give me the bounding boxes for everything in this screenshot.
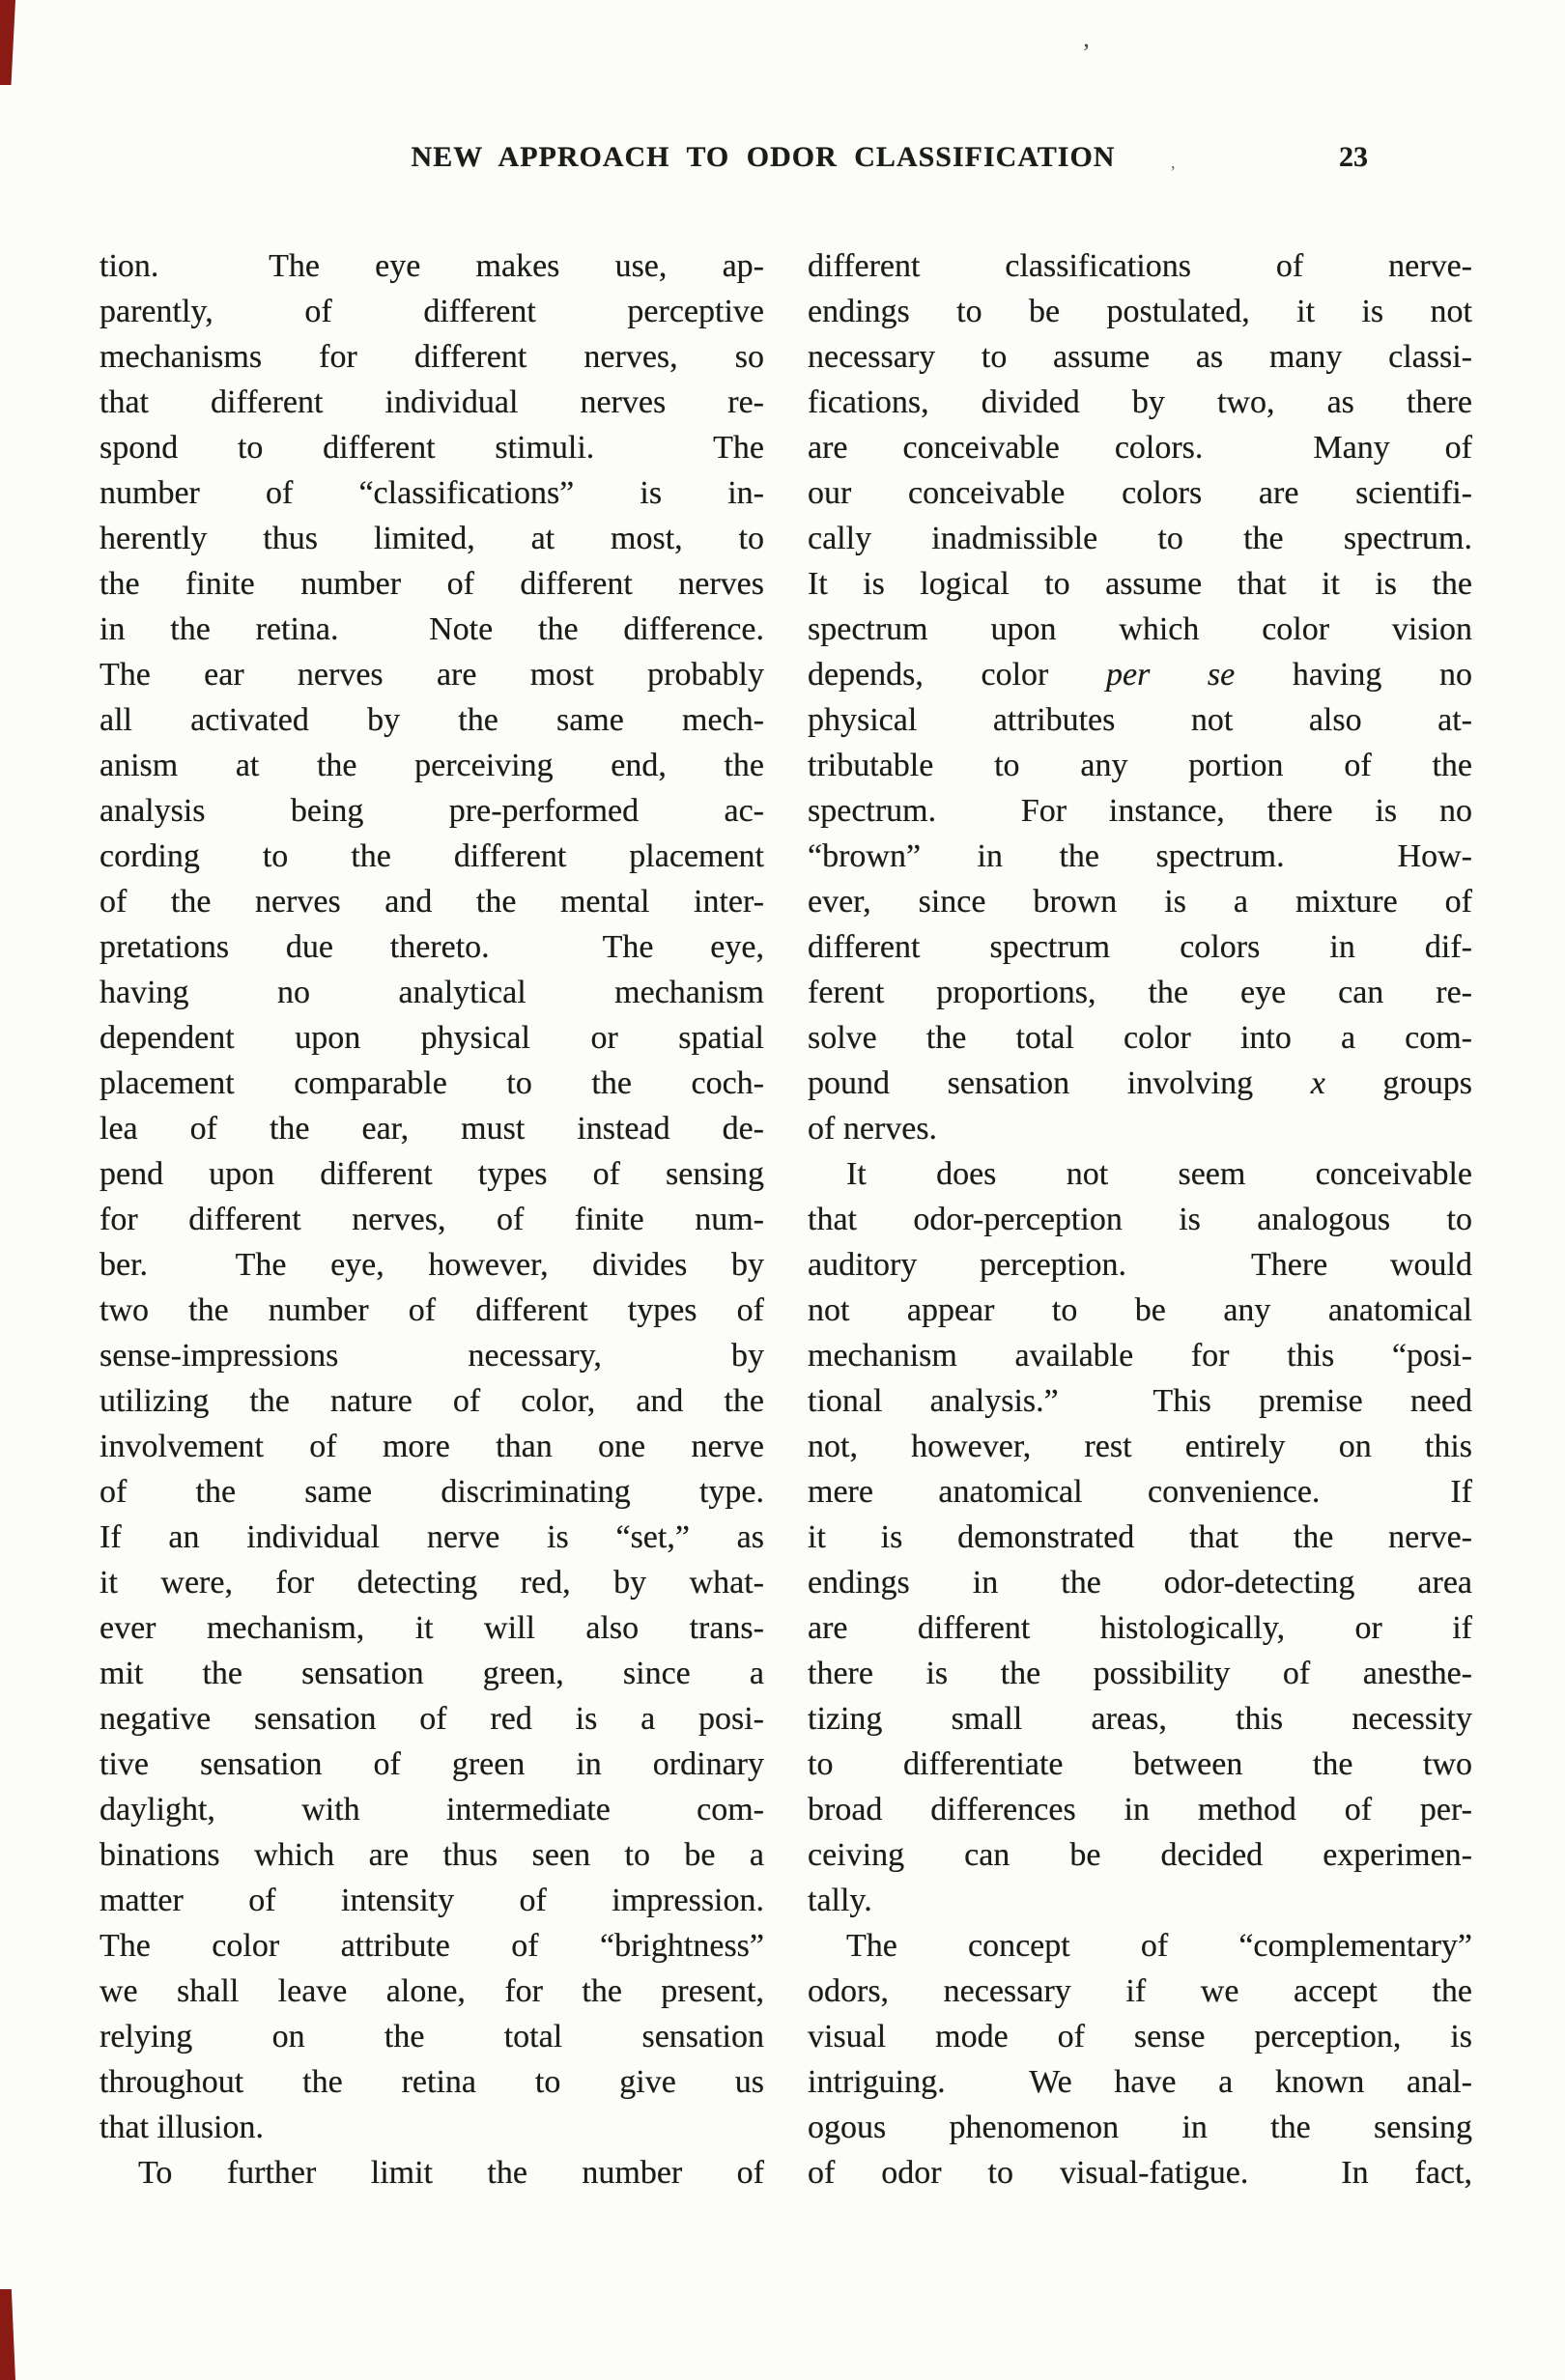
- text-line: our conceivable colors are scientifi-: [808, 475, 1472, 511]
- text-line: of nerves.: [808, 1111, 938, 1147]
- text-line: relying on the total sensation: [100, 2019, 764, 2054]
- column-right: [808, 243, 1472, 2196]
- text-line: that odor-perception is analogous to: [808, 1202, 1472, 1237]
- text-line: ceiving can be decided experimen-: [808, 1837, 1472, 1873]
- text-line: sense-impressions necessary, by: [100, 1338, 764, 1374]
- text-line: throughout the retina to give us: [100, 2064, 764, 2100]
- text-line: endings to be postulated, it is not: [808, 294, 1472, 329]
- scan-speck-apostrophe: ’: [1082, 39, 1091, 67]
- text-line: physical attributes not also at-: [808, 702, 1472, 738]
- text-line: anism at the perceiving end, the: [100, 748, 764, 783]
- text-line: endings in the odor-detecting area: [808, 1565, 1472, 1601]
- text-line: solve the total color into a com-: [808, 1020, 1472, 1056]
- text-line: there is the possibility of anesthe-: [808, 1656, 1472, 1691]
- text-line: involvement of more than one nerve: [100, 1429, 764, 1464]
- text-line: it is demonstrated that the nerve-: [808, 1519, 1472, 1555]
- text-line: in the retina. Note the difference.: [100, 611, 764, 647]
- scan-edge-mark-bottom: [0, 2289, 15, 2380]
- text-line: broad differences in method of per-: [808, 1792, 1472, 1828]
- text-line: that different individual nerves re-: [100, 384, 764, 420]
- text-line: mere anatomical convenience. If: [808, 1474, 1472, 1510]
- text-line: of odor to visual-fatigue. In fact,: [808, 2155, 1472, 2191]
- text-line: for different nerves, of finite num-: [100, 1202, 764, 1237]
- text-line: If an individual nerve is “set,” as: [100, 1519, 764, 1555]
- text-line: it were, for detecting red, by what-: [100, 1565, 764, 1601]
- text-line: negative sensation of red is a posi-: [100, 1701, 764, 1737]
- text-line: tally.: [808, 1883, 872, 1918]
- text-line: not, however, rest entirely on this: [808, 1429, 1472, 1464]
- text-line: of the nerves and the mental inter-: [100, 884, 764, 920]
- text-line: The ear nerves are most probably: [100, 657, 764, 693]
- text-line: dependent upon physical or spatial: [100, 1020, 764, 1056]
- text-line: different classifications of nerve-: [808, 248, 1472, 284]
- text-line: number of “classifications” is in-: [100, 475, 764, 511]
- text-line: ferent proportions, the eye can re-: [808, 975, 1472, 1010]
- text-line: ber. The eye, however, divides by: [100, 1247, 764, 1283]
- text-line: tizing small areas, this necessity: [808, 1701, 1472, 1737]
- text-line: intriguing. We have a known anal-: [808, 2064, 1472, 2100]
- text-line: herently thus limited, at most, to: [100, 521, 764, 556]
- text-line: It is logical to assume that it is the: [808, 566, 1472, 602]
- text-line: different spectrum colors in dif-: [808, 929, 1472, 965]
- text-line: depends, color per se having no: [808, 657, 1472, 693]
- text-line: that illusion.: [100, 2110, 264, 2145]
- text-line: utilizing the nature of color, and the: [100, 1383, 764, 1419]
- text-line: we shall leave alone, for the present,: [100, 1973, 764, 2009]
- text-line: necessary to assume as many classi-: [808, 339, 1472, 375]
- text-line: placement comparable to the coch-: [100, 1065, 764, 1101]
- text-line: odors, necessary if we accept the: [808, 1973, 1472, 2009]
- text-line: ogous phenomenon in the sensing: [808, 2110, 1472, 2145]
- text-line: binations which are thus seen to be a: [100, 1837, 764, 1873]
- text-line: are different histologically, or if: [808, 1610, 1472, 1646]
- text-line: The color attribute of “brightness”: [100, 1928, 764, 1964]
- text-line: It does not seem conceivable: [846, 1156, 1472, 1192]
- text-line: pend upon different types of sensing: [100, 1156, 764, 1192]
- text-line: not appear to be any anatomical: [808, 1292, 1472, 1328]
- text-line: “brown” in the spectrum. How-: [808, 838, 1472, 874]
- text-line: lea of the ear, must instead de-: [100, 1111, 764, 1147]
- text-line: cording to the different placement: [100, 838, 764, 874]
- text-line: of the same discriminating type.: [100, 1474, 764, 1510]
- text-line: analysis being pre-performed ac-: [100, 793, 764, 829]
- text-line: visual mode of sense perception, is: [808, 2019, 1472, 2054]
- text-line: ever mechanism, it will also trans-: [100, 1610, 764, 1646]
- text-line: to differentiate between the two: [808, 1746, 1472, 1782]
- text-line: matter of intensity of impression.: [100, 1883, 764, 1918]
- text-line: ever, since brown is a mixture of: [808, 884, 1472, 920]
- text-line: The concept of “complementary”: [846, 1928, 1472, 1964]
- text-line: spectrum. For instance, there is no: [808, 793, 1472, 829]
- text-line: mit the sensation green, since a: [100, 1656, 764, 1691]
- text-line: daylight, with intermediate com-: [100, 1792, 764, 1828]
- text-line: tributable to any portion of the: [808, 748, 1472, 783]
- text-line: the finite number of different nerves: [100, 566, 764, 602]
- text-line: tion. The eye makes use, ap-: [100, 248, 764, 284]
- text-line: are conceivable colors. Many of: [808, 430, 1472, 466]
- text-line: pound sensation involving x groups: [808, 1065, 1472, 1101]
- text-line: mechanisms for different nerves, so: [100, 339, 764, 375]
- text-line: To further limit the number of: [138, 2155, 764, 2191]
- text-line: parently, of different perceptive: [100, 294, 764, 329]
- page-number: 23: [1339, 141, 1368, 173]
- text-line: spectrum upon which color vision: [808, 611, 1472, 647]
- text-line: two the number of different types of: [100, 1292, 764, 1328]
- scan-speck-comma: ,: [1171, 153, 1176, 172]
- text-line: cally inadmissible to the spectrum.: [808, 521, 1472, 556]
- text-line: spond to different stimuli. The: [100, 430, 764, 466]
- running-header: NEW APPROACH TO ODOR CLASSIFICATION: [411, 141, 1116, 173]
- text-line: auditory perception. There would: [808, 1247, 1472, 1283]
- text-line: fications, divided by two, as there: [808, 384, 1472, 420]
- text-line: mechanism available for this “posi-: [808, 1338, 1472, 1374]
- text-line: tive sensation of green in ordinary: [100, 1746, 764, 1782]
- text-line: pretations due thereto. The eye,: [100, 929, 764, 965]
- column-left: [100, 243, 764, 2196]
- text-line: all activated by the same mech-: [100, 702, 764, 738]
- text-line: having no analytical mechanism: [100, 975, 764, 1010]
- scan-edge-mark-top: [0, 0, 15, 85]
- text-line: tional analysis.” This premise need: [808, 1383, 1472, 1419]
